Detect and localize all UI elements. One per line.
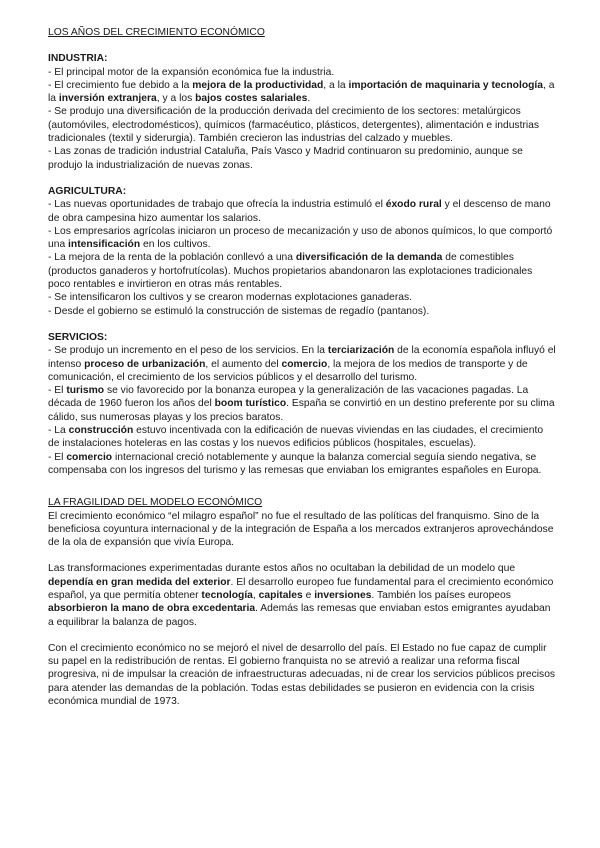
section-heading: INDUSTRIA: [48,53,108,65]
document-title: LOS AÑOS DEL CRECIMIENTO ECONÓMICO [48,27,265,38]
paragraph: - Se produjo un incremento en el peso de los servicios. En la terciarización de la economía española influyó el intenso proceso de urbanización, el aumento del comercio, la mejora de los medios de transporte y de comunicación, el crecimiento de los servicios públicos y el desarrollo del turismo. [48,345,556,383]
paragraph: - Se intensificaron los cultivos y se crearon modernas explotaciones ganaderas. [48,292,413,304]
section-servicios [48,331,556,477]
section-title: LA FRAGILIDAD DEL MODELO ECONÓMICO [48,497,263,509]
paragraph: - Las nuevas oportunidades de trabajo que ofrecía la industria estimuló el éxodo rural y el descenso de mano de obra campesina hizo aumentar los salarios. [48,199,551,224]
paragraph: - El crecimiento fue debido a la mejora de la productividad, a la importación de maquinaria y tecnología, a la inversión extranjera, y a los bajos costes salariales. [48,79,555,105]
paragraph: - Los empresarios agrícolas iniciaron un proceso de mecanización y uso de abonos químicos, lo que comportó una intensificación en los cultivos. [48,225,553,251]
section-fragilidad [48,496,556,708]
paragraph: - El principal motor de la expansión económica fue la industria. [48,66,335,78]
paragraph: - Las zonas de tradición industrial Cataluña, País Vasco y Madrid continuaron su predominio, aunque se produjo la industrialización de nuevas zonas. [48,146,523,171]
section-heading: SERVICIOS: [48,331,108,343]
paragraph: - El turismo se vio favorecido por la bonanza europea y la generalización de las vacaciones pagadas. La década de 1960 fueron los años del boom turístico. España se convirtió en un destino preferente por su clima cálido, sus numerosas playas y los precios baratos. [48,385,555,423]
document-page [48,26,556,708]
paragraph: - La construcción estuvo incentivada con la edificación de nuevas viviendas en las ciudades, el crecimiento de instalaciones hoteleras en las costas y los nuevos edificios públicos (hospitales, escuelas). [48,425,544,450]
paragraph: - El comercio internacional creció notablemente y aunque la balanza comercial seguía siendo negativa, se compensaba con los ingresos del turismo y las remesas que enviaban los emigrantes españoles en Europa. [48,451,542,476]
paragraph: - La mejora de la renta de la población conllevó a una diversificación de la demanda de comestibles (productos ganaderos y hortofrutícolas). Muchos propietarios abandonaron las explotaciones tradicionales poco rentables e invirtieron en otras más rentables. [48,252,533,291]
paragraph: Con el crecimiento económico no se mejoró el nivel de desarrollo del país. El Estado no fue capaz de cumplir su papel en la redistribución de rentas. El gobierno franquista no se atrevió a realizar una reforma fiscal progresiva, ni de impulsar la creación de infraestructuras adecuadas, ni de crear los servicios públicos precisos para atender las demandas de la población. Todas estas debilidades se pusieron en evidencia con la crisis económica mundial de 1973. [48,642,556,708]
section-heading: AGRICULTURA: [48,185,127,197]
paragraph: - Se produjo una diversificación de la producción derivada del crecimiento de los sectores: metalúrgicos (automóviles, electrodomésticos), químicos (farmacéutico, plásticos, detergentes), alimentación e industrias tradicionales (textil y siderurgia). También crecieron las industrias del calzado y muebles. [48,106,540,145]
paragraph: - Desde el gobierno se estimuló la construcción de sistemas de regadío (pantanos). [48,305,430,317]
section-agricultura [48,185,556,318]
section-industria [48,52,556,172]
paragraph: El crecimiento económico “el milagro español” no fue el resultado de las políticas del franquismo. Sino de la beneficiosa coyuntura internacional y de la integración de España a los mercados extranjeros aprovechándose de la ola de expansión que vivía Europa. [48,510,554,549]
paragraph: Las transformaciones experimentadas durante estos años no ocultaban la debilidad de un modelo que dependía en gran medida del exterior. El desarrollo europeo fue fundamental para el crecimiento económico español, ya que permitía obtener tecnología, capitales e inversiones. También los países europeos absorbieron la mano de obra excedentaria. Además las remesas que enviaban estos emigrantes ayudaban a equilibrar la balanza de pagos. [48,563,554,628]
